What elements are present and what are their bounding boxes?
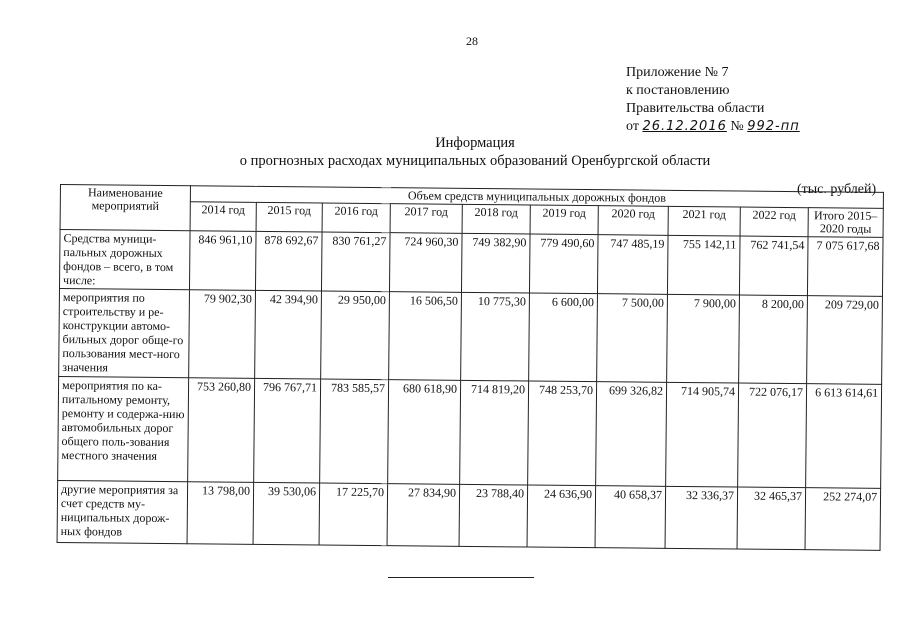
value-cell: 796 767,71 — [254, 378, 321, 483]
value-cell: 753 260,80 — [188, 378, 255, 483]
value-cell: 783 585,57 — [320, 379, 389, 484]
value-cell: 10 775,30 — [461, 292, 530, 381]
value-cell: 779 490,60 — [529, 234, 598, 294]
total-header: Итого 2015– 2020 годы — [808, 208, 883, 238]
value-cell: 724 960,30 — [389, 233, 462, 293]
value-cell: 722 076,17 — [738, 383, 807, 488]
value-cell: 846 961,10 — [189, 231, 256, 291]
value-cell: 749 382,90 — [461, 233, 530, 293]
title-line-1: Информация — [435, 135, 515, 151]
row-name: другие мероприятия за счет средств му-ниципальных дорож-ных фондов — [57, 480, 188, 543]
page-number: 28 — [466, 34, 478, 48]
value-cell: 755 142,11 — [667, 235, 740, 295]
appendix-title: Приложение № 7 — [626, 65, 729, 80]
value-cell: 32 465,37 — [737, 487, 806, 550]
value-cell: 699 326,82 — [596, 382, 667, 487]
value-cell: 6 600,00 — [529, 293, 598, 382]
value-cell: 16 506,50 — [389, 292, 462, 381]
table-row — [57, 480, 881, 550]
year-header: 2016 год — [322, 203, 390, 233]
year-header: 2020 год — [598, 206, 668, 236]
value-cell: 748 253,70 — [528, 381, 597, 486]
appendix-block — [626, 64, 800, 136]
expenses-table — [57, 184, 884, 551]
value-cell: 42 394,90 — [255, 290, 322, 379]
value-cell: 8 200,00 — [739, 295, 808, 384]
title-line-2: о прогнозных расходах муниципальных образований Оренбургской области — [239, 153, 711, 169]
row-name: мероприятия по ка-питальному ремонту, ремонту и содержа-нию автомобильных дорог общего поль-зования местного значения — [58, 376, 189, 481]
value-cell: 27 834,90 — [387, 484, 460, 547]
value-cell: 680 618,90 — [388, 380, 461, 485]
total-cell: 7 075 617,68 — [807, 237, 883, 297]
value-cell: 762 741,54 — [739, 236, 808, 296]
year-header: 2019 год — [530, 205, 598, 235]
value-cell: 32 336,37 — [665, 486, 738, 549]
footer-divider — [388, 577, 534, 578]
expenses-table-wrapper — [57, 184, 884, 551]
value-cell: 830 761,27 — [321, 232, 390, 292]
number-prefix: № — [730, 119, 744, 134]
value-cell: 24 636,90 — [527, 485, 596, 548]
value-cell: 23 788,40 — [459, 484, 528, 547]
date-prefix: от — [626, 119, 639, 134]
table-row — [59, 289, 883, 385]
value-cell: 714 905,74 — [666, 382, 739, 487]
total-cell: 6 613 614,61 — [806, 384, 882, 489]
funds-group-header: Объем средств муниципальных дорожных фондов — [190, 186, 883, 209]
row-name: Средства муници-пальных дорожных фондов – всего, в том числе: — [59, 230, 190, 290]
year-header: 2021 год — [668, 206, 740, 236]
table-row — [58, 376, 882, 488]
name-column-header: Наименование мероприятий — [60, 185, 190, 231]
value-cell: 13 798,00 — [187, 482, 254, 545]
appendix-government: Правительства области — [626, 101, 765, 116]
units-label: (тыс. рублей) — [797, 182, 877, 197]
value-cell: 878 692,67 — [255, 231, 322, 291]
value-cell: 39 530,06 — [253, 482, 320, 545]
year-header: 2022 год — [740, 207, 808, 237]
value-cell: 747 485,19 — [597, 235, 668, 295]
handwritten-date: 26.12.2016 — [642, 119, 727, 134]
document-title — [230, 134, 720, 170]
value-cell: 79 902,30 — [189, 290, 256, 379]
value-cell: 714 819,20 — [460, 380, 529, 485]
year-header: 2018 год — [462, 204, 530, 234]
total-cell: 252 274,07 — [805, 488, 881, 551]
value-cell: 29 950,00 — [321, 291, 390, 380]
value-cell: 7 500,00 — [597, 294, 668, 383]
year-header: 2015 год — [256, 202, 322, 232]
total-cell: 209 729,00 — [807, 296, 883, 385]
value-cell: 7 900,00 — [667, 294, 740, 383]
handwritten-number: 992-пп — [747, 119, 800, 134]
year-header: 2014 год — [190, 202, 256, 232]
value-cell: 17 225,70 — [319, 483, 388, 546]
row-name: мероприятия по строительству и ре-конструкции автомо-бильных дорог обще-го пользования мест-ного значения — [59, 289, 190, 378]
table-row — [59, 230, 883, 297]
appendix-resolution: к постановлению — [626, 83, 730, 98]
value-cell: 40 658,37 — [595, 486, 666, 549]
year-header: 2017 год — [390, 204, 462, 234]
